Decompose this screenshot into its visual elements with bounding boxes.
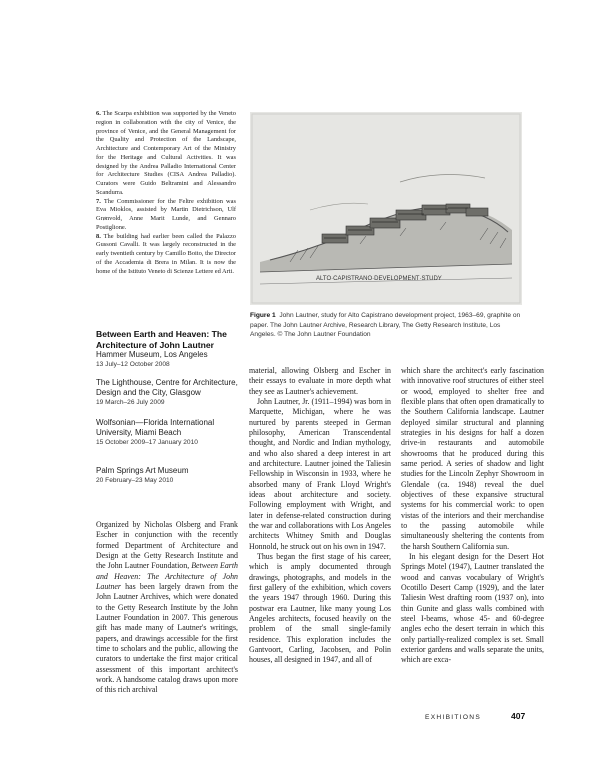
venue-1 (96, 350, 246, 370)
running-footer-section: EXHIBITIONS (425, 714, 482, 721)
venue-dates: 19 March–26 July 2009 (96, 399, 165, 406)
review-title: Between Earth and Heaven: The Architecture of John Lautner (96, 329, 227, 350)
body-paragraph: Organized by Nicholas Olsberg and Frank Escher in conjunction with the recently formed Department of Architecture and Design at the Getty Research Institute and the John Lautner Foundation, Between Earth and Heaven: The Architecture of John Lautner has been largely drawn from the John Lautner Archives, which were donated to the Getty Research Institute by the John Lautner Foundation in 2007. This generous gift has made many of Lautner's writings, papers, and drawings accessible for the first time to scholars and the public, allowing the curators to undertake the first major critical assessment of this important architect's work. A handsome catalog draws upon more of this rich archival (96, 520, 238, 695)
page-number: 407 (511, 711, 526, 721)
venue-2 (96, 378, 240, 408)
figure-sketch-image (250, 112, 522, 305)
body-paragraph: In his elegant design for the Desert Hot Springs Motel (1947), Lautner translated the wood and canvas vocabulary of Wright's Ocotillo Desert Camp (1929), and the later Taliesin West drafting room (1937 on), into thin Gunite and glass walls combined with steel I-beams, whose 45- and 60-degree angles echo the desert terrain in which this only partially-realized complex is set. Small exterior gardens and walls separate the units, which are exca- (401, 551, 544, 665)
venue-name: Wolfsonian—Florida International University, Miami Beach (96, 418, 215, 437)
body-column-2 (249, 366, 391, 666)
body-paragraph: John Lautner, Jr. (1911–1994) was born in Marquette, Michigan, where he was nurtured by parents steeped in German philosophy, American Transcendental thought, and Nordic and Indian mythology, and who also shared a deep interest in art and architecture. Lautner joined the Taliesin Fellowship in Wisconsin in 1933, where he absorbed many of Frank Lloyd Wright's ideas about architecture and society. Following employment with Wright, and later in defense-related construction during the war and collaborations with Los Angeles architects Whitney Smith and Douglas Honnold, he struck out on his own in 1947. (249, 396, 391, 551)
body-paragraph: material, allowing Olsberg and Escher in their essays to evaluate in more depth what they see as Lautner's achievement. (249, 366, 391, 396)
body-paragraph: Thus began the first stage of his career, which is amply documented through drawings, photographs, and models in the first gallery of the exhibition, which covers the years 1947 through 1960. During this postwar era Lautner, like many young Los Angeles architects, focused heavily on the problem of the small single-family residence. This exploration includes the Gantvoort, Carling, Jacobsen, and Polin houses, all designed in 1947, and all of (249, 551, 391, 665)
figure-label: Figure 1 (250, 312, 276, 319)
figure-caption (250, 311, 522, 340)
venue-3 (96, 418, 240, 448)
venue-dates: 20 February–23 May 2010 (96, 477, 174, 484)
venue-4 (96, 466, 246, 486)
footnotes (96, 110, 236, 276)
body-column-3 (401, 366, 544, 666)
sketch-inscription: ALTO·CAPISTRANO·DEVELOPMENT·STUDY (316, 276, 442, 282)
venue-name: Palm Springs Art Museum (96, 466, 189, 475)
body-column-1 (96, 520, 238, 696)
footnote-6: 6. The Scarpa exhibition was supported by the Veneto region in collaboration with the city of Venice, the province of Venice, and the General Management for the Quality and Protection of the Landscape, Architecture and Contemporary Art of the Ministry for the Heritage and Cultural Activities. It was designed by the Andrea Palladio International Center for Architecture Studies (CISA Andrea Palladio). Curators were Guido Beltramini and Alessandro Scandurra. (96, 110, 237, 196)
footnote-7: 7. The Commissioner for the Feltre exhibition was Eva Mioklos, assisted by Martin Dietrichson, Ulf Grønvold, Anne Marit Lunde, and Gennaro Postiglione. (96, 197, 236, 231)
body-paragraph: which share the architect's early fascination with innovative roof structures of either steel or wood, employed to shelter free and flexible plans that often open dramatically to the Southern California landscape. Lautner deployed similar structural and planning strategies in his designs for half a dozen drive-in restaurants and automobile showrooms that he produced during this same period. A series of shadow and light studies for the Lincoln Zephyr Showroom in Glendale (ca. 1948) reveal the duel objectives of these expansive structural systems for his commercial work: to open vistas of the interiors and their merchandise to the passing automobile while simultaneously sheltering the contents from the harsh Southern California sun. (401, 366, 544, 551)
sketch-drawing (250, 112, 522, 305)
venue-name: The Lighthouse, Centre for Architecture, Design and the City, Glasgow (96, 378, 238, 397)
footnote-8: 8. The building had earlier been called the Palazzo Gussoni Cavalli. It was largely reconstructed in the early twentieth century by Camillo Boito, the Director of the Accademia di Brera in Milan. It is now the home of the Istituto Veneto di Scienze Lettere ed Arti. (96, 232, 236, 275)
figure-caption-text: John Lautner, study for Alto Capistrano development project, 1963–69, graphite on paper. The John Lautner Archive, Research Library, The Getty Research Institute, Los Angeles. © The John Lautner Foundation (250, 312, 521, 339)
venue-name: Hammer Museum, Los Angeles (96, 350, 208, 359)
venue-dates: 13 July–12 October 2008 (96, 361, 170, 368)
venue-dates: 15 October 2009–17 January 2010 (96, 439, 198, 446)
